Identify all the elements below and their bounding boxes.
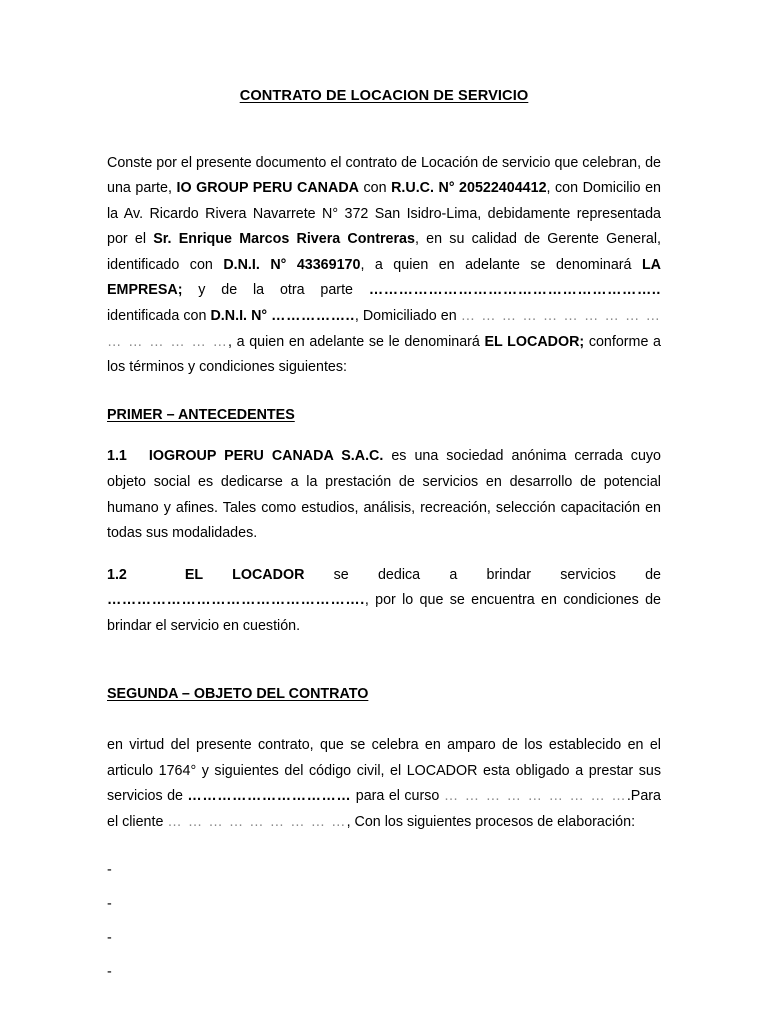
party-one-label: LA EMPRESA; <box>107 256 662 299</box>
party-two-label: EL LOCADOR; <box>484 333 585 350</box>
intro-text-6: y de la otra parte <box>182 282 369 299</box>
clause-1-1-subject: IOGROUP PERU CANADA S.A.C. <box>148 448 384 465</box>
blank-line-dni: …………….. <box>271 308 355 325</box>
intro-text-1: Conste por el presente documento el contrato de Locación de servicio que celebran, de una parte, <box>107 154 661 197</box>
dni-number: D.N.I. N° 43369170 <box>223 256 361 273</box>
segunda-text-1: en virtud del presente contrato, que se celebra en amparo de los establecido en el articulo 1764° y siguientes del código civil, el LOCADOR esta obligado a prestar sus servicios de <box>107 737 661 805</box>
list-item: - <box>107 929 112 946</box>
segunda-body-paragraph <box>107 733 661 835</box>
intro-text-2: con <box>358 180 392 197</box>
spacer <box>107 428 661 444</box>
intro-text-9: , a quien en adelante se le denominará <box>228 333 485 350</box>
representative-name: Sr. Enrique Marcos Rivera Contreras <box>153 231 415 248</box>
intro-text-5: , a quien en adelante se denominará <box>360 256 642 273</box>
page-title <box>107 0 661 106</box>
blank-line-services: …………………………… <box>187 788 352 805</box>
intro-text-7: identificada con <box>107 308 211 325</box>
list-item: - <box>107 861 112 878</box>
clause-1-2 <box>107 563 661 640</box>
blank-line-client: … … … … … … … … … <box>167 813 347 830</box>
blank-line-service: ……………………………………………. <box>107 592 365 609</box>
segunda-text-4: , Con los siguientes procesos de elaboración: <box>346 813 636 830</box>
segunda-text-3: .Para el cliente <box>107 788 661 830</box>
company-name: IO GROUP PERU CANADA <box>176 180 359 197</box>
clause-1-1-number: 1.1 <box>107 448 127 465</box>
spacer <box>107 836 661 858</box>
clause-1-2-text-a: se dedica a brindar servicios de <box>304 566 662 583</box>
spacer <box>107 547 661 563</box>
intro-paragraph <box>107 151 661 381</box>
blank-line-address: … … … … … … … … … … … … … … … … <box>107 308 661 350</box>
spacer <box>107 640 661 682</box>
intro-text-4: , en su calidad de Gerente General, identificado con <box>107 231 661 273</box>
clause-1-1 <box>107 444 661 546</box>
blank-line-course: … … … … … … … … … <box>443 788 627 805</box>
heading-primer-text: PRIMER – ANTECEDENTES <box>107 406 295 423</box>
clause-1-1-text: es una sociedad anónima cerrada cuyo objeto social es dedicarse a la prestación de servicios en desarrollo de potencial humano y afines. Tales como estudios, análisis, recreación, selección capacitación en todas sus modalidades. <box>107 448 661 542</box>
dni-blank-label: D.N.I. N° <box>210 308 268 325</box>
spacer <box>107 381 661 403</box>
intro-text-8: , Domiciliado en <box>354 308 461 325</box>
list-item: - <box>107 895 112 912</box>
clause-1-2-number: 1.2 <box>107 566 127 583</box>
page-title-text: CONTRATO DE LOCACION DE SERVICIO <box>239 88 529 104</box>
list-item: - <box>107 963 112 980</box>
blank-line-name: ………………………………………………….. <box>368 282 661 299</box>
segunda-text-2: para el curso <box>351 788 444 805</box>
heading-segunda <box>107 682 661 708</box>
clause-1-2-text-b: , por lo que se encuentra en condiciones de brindar el servicio en cuestión. <box>107 592 661 634</box>
intro-text-10: conforme a los términos y condiciones siguientes: <box>107 333 661 376</box>
ruc-number: R.U.C. N° 20522404412 <box>391 180 547 197</box>
heading-segunda-text: SEGUNDA – OBJETO DEL CONTRATO <box>107 685 369 702</box>
clause-1-2-subject: EL LOCADOR <box>184 566 305 583</box>
spacer <box>107 707 661 733</box>
heading-primer <box>107 403 661 429</box>
intro-text-3: , con Domicilio en la Av. Ricardo Rivera Navarrete N° 372 San Isidro-Lima, debidamente representada por el <box>107 180 662 248</box>
process-bullet-list <box>107 858 661 994</box>
